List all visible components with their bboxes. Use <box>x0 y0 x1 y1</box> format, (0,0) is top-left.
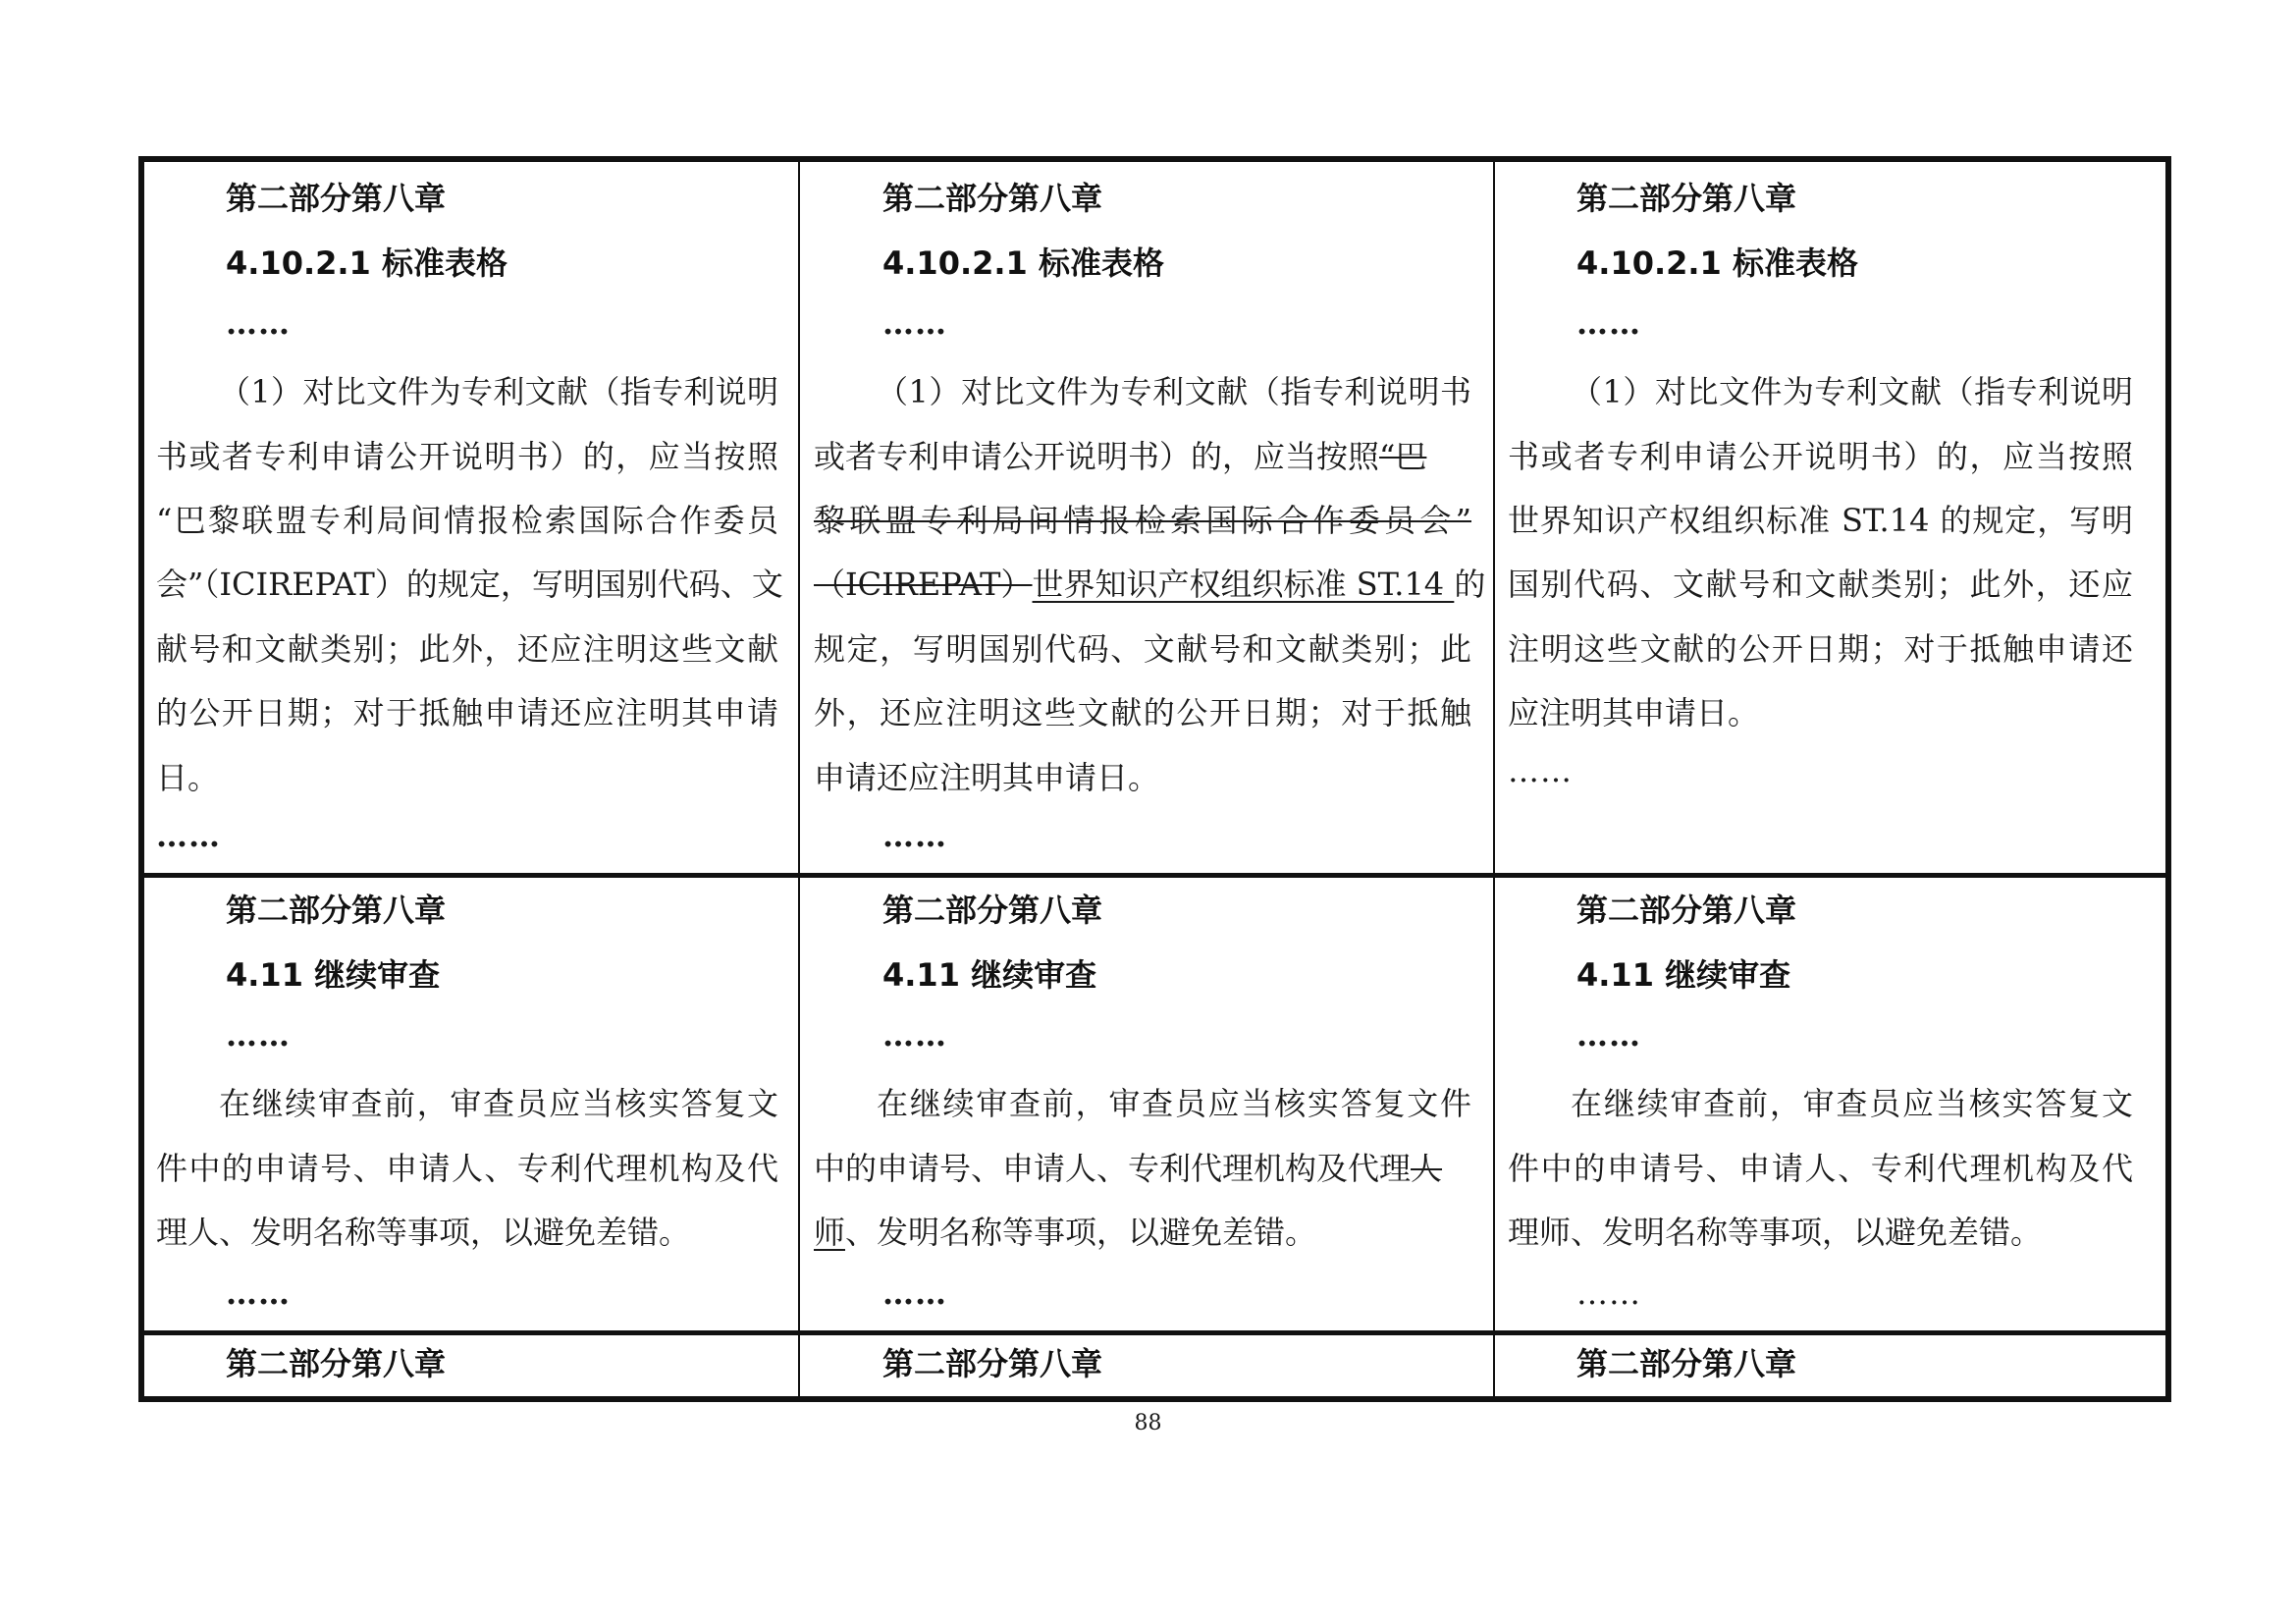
body-line: 的公开日期；对于抵触申请还应注明其申请 <box>156 694 778 731</box>
cell-row1-original <box>144 162 798 873</box>
body-line: 献号和文献类别；此外，还应注明这些文献 <box>156 630 778 668</box>
deleted-text: （ICIREPAT） <box>814 566 1033 603</box>
chapter-heading: 第二部分第八章 <box>882 1345 1103 1382</box>
body-line: 规定，写明国别代码、文献号和文献类别；此 <box>814 630 1471 668</box>
ellipsis: …… <box>226 1274 291 1312</box>
chapter-heading: 第二部分第八章 <box>226 892 447 929</box>
section-heading: 4.10.2.1 标准表格 <box>882 244 1164 282</box>
ellipsis: …… <box>156 817 221 854</box>
cell-row2-original <box>144 878 798 1330</box>
ellipsis: …… <box>226 304 291 342</box>
inserted-text: 师 <box>814 1214 846 1251</box>
body-line: 外，还应注明这些文献的公开日期；对于抵触 <box>814 694 1471 731</box>
body-line: 注明这些文献的公开日期；对于抵触申请还 <box>1508 630 2133 668</box>
body-line: 在继续审查前，审查员应当核实答复文 <box>1571 1085 2133 1122</box>
body-line: （1）对比文件为专利文献（指专利说明 <box>1571 373 2133 410</box>
cell-row1-revised <box>1495 162 2165 873</box>
section-heading: 4.10.2.1 标准表格 <box>226 244 507 282</box>
body-line: 国别代码、文献号和文献类别；此外，还应 <box>1508 566 2133 603</box>
cell-row1-revised-marked <box>800 162 1493 873</box>
section-heading: 4.10.2.1 标准表格 <box>1576 244 1858 282</box>
body-line: 申请还应注明其申请日。 <box>814 759 1160 796</box>
ellipsis: …… <box>1576 1016 1641 1054</box>
chapter-heading: 第二部分第八章 <box>226 1345 447 1382</box>
chapter-heading: 第二部分第八章 <box>882 892 1103 929</box>
body-line: （1）对比文件为专利文献（指专利说明书 <box>877 373 1471 410</box>
body-line <box>814 565 1485 604</box>
deleted-text: 人 <box>1411 1150 1443 1187</box>
section-heading: 4.11 继续审查 <box>1576 956 1791 994</box>
body-line: 日。 <box>156 759 220 796</box>
ellipsis: …… <box>1508 752 1573 789</box>
section-heading: 4.11 继续审查 <box>882 956 1097 994</box>
body-line: （1）对比文件为专利文献（指专利说明 <box>219 373 778 410</box>
body-line: 件中的申请号、申请人、专利代理机构及代 <box>1508 1150 2133 1187</box>
ellipsis: …… <box>882 1016 947 1054</box>
body-text: 中的申请号、申请人、专利代理机构及代理 <box>814 1150 1412 1187</box>
deleted-text: “巴 <box>1379 438 1427 475</box>
body-line: 书或者专利申请公开说明书）的，应当按照 <box>1508 438 2133 475</box>
body-text: 或者专利申请公开说明书）的，应当按照 <box>814 438 1380 475</box>
ellipsis: …… <box>1576 1274 1641 1312</box>
ellipsis: …… <box>226 1016 291 1054</box>
body-line: 件中的申请号、申请人、专利代理机构及代 <box>156 1150 778 1187</box>
body-line: 理师、发明名称等事项，以避免差错。 <box>1508 1214 2043 1251</box>
ellipsis: …… <box>1576 304 1641 342</box>
body-line <box>814 437 1426 476</box>
chapter-heading: 第二部分第八章 <box>1576 180 1797 217</box>
ellipsis: …… <box>882 817 947 854</box>
body-text: 的 <box>1454 566 1486 603</box>
body-line: 在继续审查前，审查员应当核实答复文 <box>219 1085 778 1122</box>
body-line: “巴黎联盟专利局间情报检索国际合作委员 <box>156 502 778 539</box>
comparison-table <box>138 156 2171 1402</box>
chapter-heading: 第二部分第八章 <box>1576 892 1797 929</box>
body-text: 、发明名称等事项，以避免差错。 <box>845 1214 1317 1251</box>
ellipsis: …… <box>882 1274 947 1312</box>
body-line <box>814 1149 1442 1188</box>
chapter-heading: 第二部分第八章 <box>882 180 1103 217</box>
inserted-text: 世界知识产权组织标准 ST.14 <box>1032 566 1455 603</box>
body-line: 在继续审查前，审查员应当核实答复文件 <box>877 1085 1471 1122</box>
body-line <box>814 501 1471 540</box>
chapter-heading: 第二部分第八章 <box>1576 1345 1797 1382</box>
page-number: 88 <box>1134 1411 1162 1435</box>
body-line: 书或者专利申请公开说明书）的，应当按照 <box>156 438 778 475</box>
body-line: 世界知识产权组织标准 ST.14 的规定，写明 <box>1508 502 2133 539</box>
ellipsis: …… <box>882 304 947 342</box>
body-line: 会”（ICIREPAT）的规定，写明国别代码、文 <box>156 566 783 603</box>
cell-row2-revised <box>1495 878 2165 1330</box>
cell-row3-original <box>144 1335 798 1396</box>
body-line: 理人、发明名称等事项，以避免差错。 <box>156 1214 691 1251</box>
body-line: 应注明其申请日。 <box>1508 694 1760 731</box>
cell-row2-revised-marked <box>800 878 1493 1330</box>
chapter-heading: 第二部分第八章 <box>226 180 447 217</box>
deleted-text: 黎联盟专利局间情报检索国际合作委员会” <box>814 502 1471 539</box>
body-line <box>814 1213 1316 1252</box>
cell-row3-revised-marked <box>800 1335 1493 1396</box>
section-heading: 4.11 继续审查 <box>226 956 441 994</box>
cell-row3-revised <box>1495 1335 2165 1396</box>
